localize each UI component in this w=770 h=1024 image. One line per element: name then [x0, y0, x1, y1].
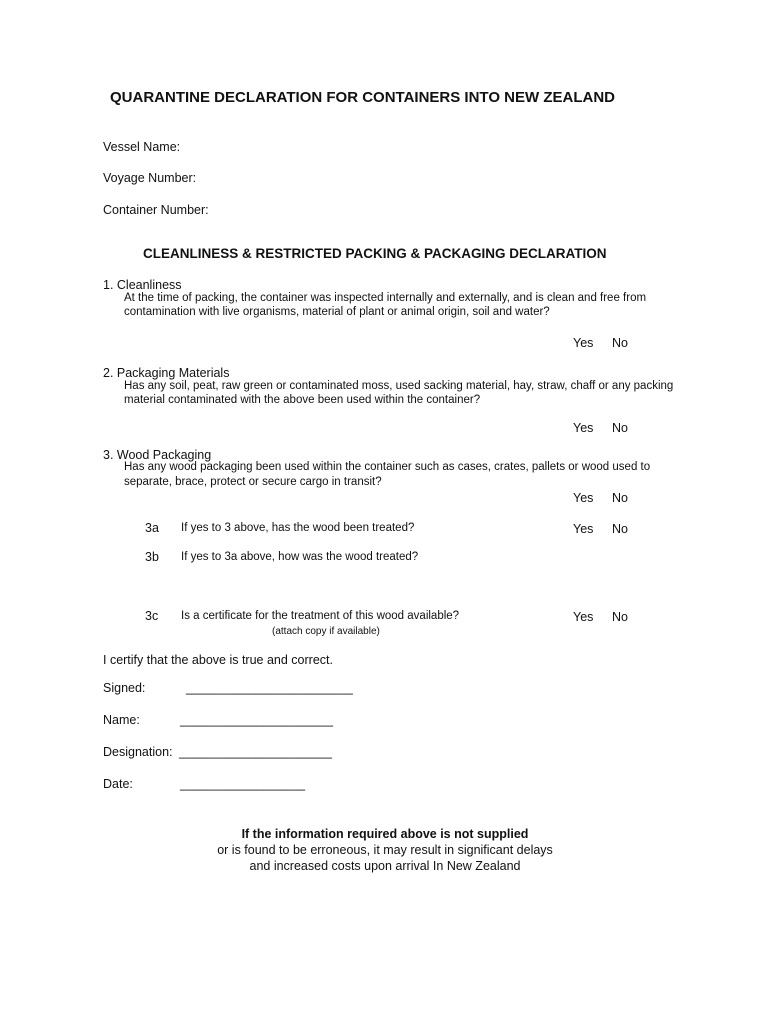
name-label: Name:	[103, 713, 140, 727]
designation-line[interactable]: ______________________	[179, 745, 332, 759]
q3c-number: 3c	[145, 609, 159, 623]
signed-line[interactable]: ________________________	[186, 681, 353, 695]
q3-no-option[interactable]: No	[612, 491, 628, 505]
q2-text-line2: material contaminated with the above been used within the container?	[124, 394, 481, 406]
name-line[interactable]: ______________________	[180, 713, 333, 727]
q3b-text: If yes to 3a above, how was the wood treated?	[181, 551, 419, 563]
q3a-yes-option[interactable]: Yes	[573, 522, 594, 536]
signed-label: Signed:	[103, 681, 146, 695]
q3a-number: 3a	[145, 521, 159, 535]
q2-yes-option[interactable]: Yes	[573, 421, 594, 435]
voyage-number-label: Voyage Number:	[103, 171, 197, 185]
q3-text-line2: separate, brace, protect or secure cargo in transit?	[124, 476, 382, 488]
q3c-no-option[interactable]: No	[612, 610, 628, 624]
q1-text-line1: At the time of packing, the container was inspected internally and externally, and is clean and free from	[124, 292, 647, 304]
q1-heading: 1. Cleanliness	[103, 278, 182, 292]
q3-text-line1: Has any wood packaging been used within the container such as cases, crates, pallets or wood used to	[124, 461, 651, 473]
q3b-number: 3b	[145, 550, 159, 564]
q1-yes-option[interactable]: Yes	[573, 336, 594, 350]
q3a-no-option[interactable]: No	[612, 522, 628, 536]
section-title: CLEANLINESS & RESTRICTED PACKING & PACKAGING DECLARATION	[143, 246, 607, 261]
q3c-text: Is a certificate for the treatment of this wood available?	[181, 610, 460, 622]
q2-text-line1: Has any soil, peat, raw green or contaminated moss, used sacking material, hay, straw, chaff or any packing	[124, 380, 674, 392]
q3c-yes-option[interactable]: Yes	[573, 610, 594, 624]
q3-yes-option[interactable]: Yes	[573, 491, 594, 505]
footer-notice-line2: or is found to be erroneous, it may result in significant delays	[217, 843, 553, 857]
footer-notice-line1: If the information required above is not supplied	[241, 827, 529, 841]
q3-heading: 3. Wood Packaging	[103, 448, 212, 462]
q3c-note: (attach copy if available)	[272, 626, 380, 637]
q1-text-line2: contamination with live organisms, material of plant or animal origin, soil and water?	[124, 306, 550, 318]
date-line[interactable]: __________________	[180, 777, 306, 791]
q2-heading: 2. Packaging Materials	[103, 366, 230, 380]
q1-no-option[interactable]: No	[612, 336, 628, 350]
container-number-label: Container Number:	[103, 203, 209, 217]
q3a-text: If yes to 3 above, has the wood been treated?	[181, 522, 415, 534]
certify-statement: I certify that the above is true and correct.	[103, 653, 333, 667]
vessel-name-label: Vessel Name:	[103, 140, 181, 154]
q2-no-option[interactable]: No	[612, 421, 628, 435]
date-label: Date:	[103, 777, 133, 791]
footer-notice-line3: and increased costs upon arrival In New Zealand	[249, 859, 521, 873]
document-title: QUARANTINE DECLARATION FOR CONTAINERS INTO NEW ZEALAND	[110, 89, 615, 106]
designation-label: Designation:	[103, 745, 173, 759]
